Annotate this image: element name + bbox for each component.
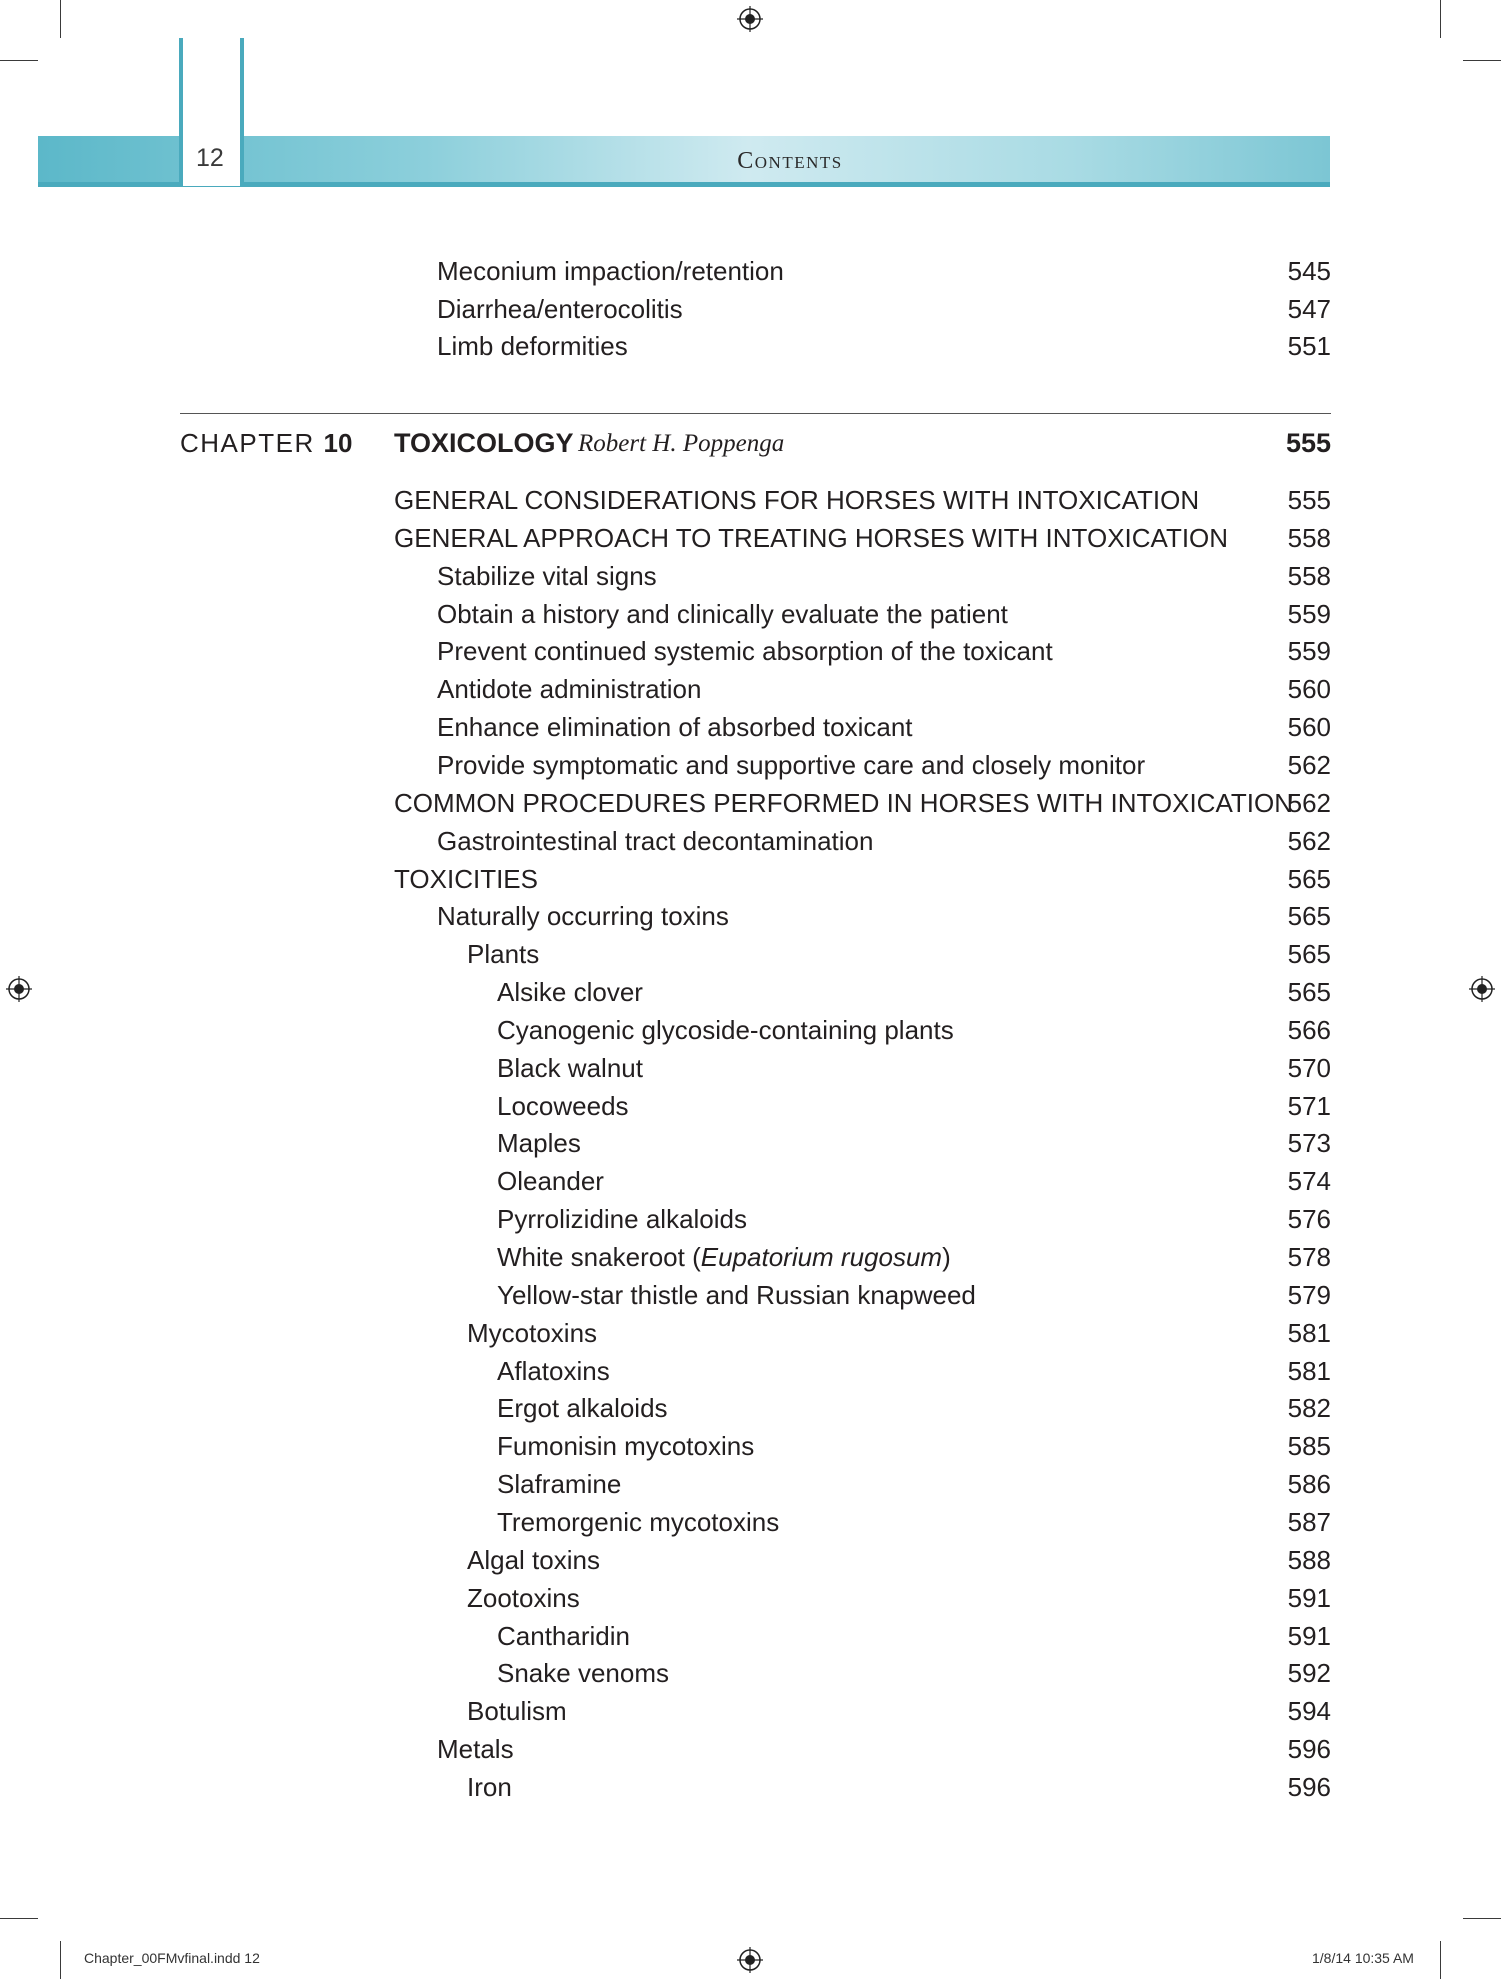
toc-entry-text: Zootoxins [467,1582,580,1613]
toc-entry-page: 596 [1287,1771,1331,1802]
toc-entry-text: Aflatoxins [497,1355,610,1386]
toc-entry-title [437,822,873,860]
running-head: Contents [737,148,843,174]
header-vertical-rule [240,38,244,186]
toc-entry-page: 562 [1287,787,1331,818]
toc-entry-title [437,252,784,290]
toc-entry-title [467,935,539,973]
toc-entry [0,1011,1501,1049]
crop-mark [0,1918,38,1919]
crop-mark [1440,0,1441,38]
toc-entry-title [394,519,1228,557]
toc-entry [0,1503,1501,1541]
toc-entry [0,1200,1501,1238]
toc-entry-title [497,1352,610,1390]
toc-entry-title [497,1011,954,1049]
toc-entry-text: Pyrrolizidine alkaloids [497,1204,747,1235]
toc-entry-title [497,1654,669,1692]
toc-entry [0,327,1501,365]
toc-entry-title [497,973,643,1011]
toc-entry [0,557,1501,595]
page-number: 12 [196,144,224,172]
toc-entry-page: 571 [1287,1090,1331,1121]
toc-entry-title [437,708,913,746]
toc-entry-page: 560 [1287,712,1331,743]
toc-entry-text: Black walnut [497,1052,643,1083]
toc-entry-text: Oleander [497,1166,604,1197]
toc-entry-text: Tremorgenic mycotoxins [497,1506,780,1537]
toc-entry-page: 578 [1287,1242,1331,1272]
toc-entry-page: 565 [1287,863,1331,894]
toc-entry [0,1617,1501,1655]
toc-entry-text: COMMON PROCEDURES PERFORMED IN HORSES WITH INTOXICATION [394,787,1293,818]
toc-entry-page: 574 [1287,1166,1331,1197]
toc-entry-title [437,327,628,365]
toc-entry-page: 581 [1287,1317,1331,1348]
toc-entry-title [497,1465,621,1503]
toc-entry-page: 565 [1287,901,1331,932]
toc-entry-title [467,1579,580,1617]
toc-entry-page: 559 [1287,636,1331,667]
toc-entry-title [497,1389,668,1427]
toc-entry-page: 558 [1287,522,1331,553]
toc-entry-text: Ergot alkaloids [497,1393,668,1424]
toc-entry-text: Prevent continued systemic absorption of the toxicant [437,636,1053,667]
toc-entry-title [497,1276,976,1314]
toc-entry-title [497,1427,754,1465]
toc-entry-text: Cyanogenic glycoside-containing plants [497,1014,954,1045]
toc-entry-page: 581 [1287,1355,1331,1386]
toc-entry [0,1768,1501,1806]
toc-entry-title [437,595,1008,633]
toc-entry-text: TOXICITIES [394,863,538,894]
chapter-title: TOXICOLOGY [394,428,574,458]
toc-entry [0,1654,1501,1692]
toc-entry-title [394,860,538,898]
toc-entry-text: Fumonisin mycotoxins [497,1431,755,1462]
chapter-number: 10 [323,428,353,458]
toc-entry [0,973,1501,1011]
toc-entry-text: Iron [467,1771,512,1802]
toc-entry [0,860,1501,898]
toc-entry [0,1465,1501,1503]
toc-entry-title [394,481,1199,519]
toc-entry-title [437,632,1053,670]
crop-mark [60,1941,61,1979]
toc-entry [0,1389,1501,1427]
crop-mark [0,60,38,61]
toc-entry-text: Gastrointestinal tract decontamination [437,825,874,856]
toc-entry-title [437,557,657,595]
toc-entry-text: Meconium impaction/retention [437,256,784,286]
toc-entry [0,1049,1501,1087]
toc-entry-title [497,1087,629,1125]
toc-entry-title [394,784,1293,822]
chapter-page: 555 [1285,428,1331,458]
crop-mark [1440,1941,1441,1979]
toc-entry-text: Metals [437,1734,514,1765]
registration-mark-icon [737,6,763,32]
toc-entry [0,1427,1501,1465]
toc-entry-page: 579 [1287,1279,1331,1310]
toc-entry-page: 562 [1287,825,1331,856]
toc-entry-text: Stabilize vital signs [437,560,657,591]
toc-entry-page: 596 [1287,1734,1331,1765]
toc-entry-title [497,1503,779,1541]
toc-entry-text: Diarrhea/enterocolitis [437,293,683,324]
toc-entry-page: 547 [1287,293,1331,324]
toc-entry [0,822,1501,860]
toc-entry-text: Mycotoxins [467,1317,598,1348]
toc-entry-title [467,1541,600,1579]
toc-entry [0,632,1501,670]
toc-entry-text: Plants [467,939,540,970]
toc-entry-text: Botulism [467,1696,567,1727]
toc-entry-title [497,1238,951,1276]
toc-entry [0,1162,1501,1200]
toc-entry-page: 587 [1287,1506,1331,1537]
toc-entry-title [497,1049,643,1087]
chapter-label-text: CHAPTER [180,428,315,458]
toc-entry-page: 591 [1287,1620,1331,1651]
toc-entry-text: Naturally occurring toxins [437,901,729,932]
toc-entry-text: Algal toxins [467,1544,600,1575]
toc-entry-title [497,1200,747,1238]
toc-entry [0,670,1501,708]
toc-entry-page: 555 [1287,485,1331,515]
chapter-label [180,428,352,459]
toc-entry [0,1238,1501,1276]
toc-entry-page: 565 [1287,977,1331,1008]
toc-entry-text: Locoweeds [497,1090,629,1121]
toc-entry-text: Snake venoms [497,1658,669,1689]
crop-mark [1463,1918,1501,1919]
chapter-rule [180,413,1331,414]
toc-entry-text: Yellow-star thistle and Russian knapweed [497,1279,976,1310]
toc-entry-title [497,1617,630,1655]
toc-entry-text: Alsike clover [497,977,643,1008]
chapter-author: Robert H. Poppenga [578,430,785,457]
toc-entry-page: 573 [1287,1128,1331,1159]
toc-entry-text: GENERAL APPROACH TO TREATING HORSES WITH INTOXICATION [394,522,1229,553]
toc-entry [0,1541,1501,1579]
toc-entry-title [437,897,729,935]
toc-entry-page: 582 [1287,1393,1331,1424]
toc-entry-text: Antidote administration [437,674,702,705]
toc-entry-text: Cantharidin [497,1620,630,1651]
toc-entry-italic: Eupatorium rugosum [700,1242,943,1272]
toc-entry-text: Slaframine [497,1469,622,1500]
toc-entry-page: 558 [1287,560,1331,591]
toc-entry [0,1087,1501,1125]
toc-entry-title [497,1124,581,1162]
toc-entry [0,708,1501,746]
toc-entry [0,897,1501,935]
crop-mark [1463,60,1501,61]
toc-entry-page: 585 [1287,1431,1331,1462]
toc-entry [0,1276,1501,1314]
toc-entry [0,1692,1501,1730]
toc-entry-page: 565 [1287,939,1331,970]
toc-entry-page: 594 [1287,1696,1331,1727]
toc-entry-title [437,746,1145,784]
toc-entry [0,1124,1501,1162]
toc-entry-title [467,1314,597,1352]
toc-entry-text: Limb deformities [437,331,628,362]
toc-entry-suffix: ) [942,1242,951,1272]
toc-entry-title [467,1768,512,1806]
toc-entry [0,1730,1501,1768]
toc-entry-page: 576 [1287,1204,1331,1235]
footer-date: 1/8/14 10:35 AM [1312,1950,1414,1966]
toc-entry-page: 566 [1287,1014,1331,1045]
toc-entry-text: Obtain a history and clinically evaluate the patient [437,598,1008,629]
crop-mark [60,0,61,38]
toc-entry [0,252,1501,290]
toc-entry-page: 592 [1287,1658,1331,1689]
toc-entry-title [497,1162,604,1200]
toc-entry-page: 551 [1287,331,1331,362]
toc-entry-page: 559 [1287,598,1331,629]
toc-entry-title [437,670,701,708]
toc-entry-text: Provide symptomatic and supportive care and closely monitor [437,749,1146,780]
toc-entry-text: GENERAL CONSIDERATIONS FOR HORSES WITH INTOXICATION [394,485,1200,515]
toc-entry [0,1352,1501,1390]
toc-entry [0,481,1501,519]
toc-entry [0,595,1501,633]
registration-mark-icon [737,1947,763,1973]
toc-entry [0,519,1501,557]
toc-entry [0,746,1501,784]
footer-file-info: Chapter_00FMvfinal.indd 12 [84,1950,260,1966]
toc-entry-page: 560 [1287,674,1331,705]
toc-entry-page: 545 [1287,256,1331,286]
toc-entry-page: 586 [1287,1469,1331,1500]
toc-entry-page: 588 [1287,1544,1331,1575]
toc-entry [0,935,1501,973]
toc-entry-text: Maples [497,1128,581,1159]
toc-entry-title [437,1730,514,1768]
toc-entry-text: White snakeroot ( [497,1242,701,1272]
toc-entry-page: 591 [1287,1582,1331,1613]
toc-entry-page: 570 [1287,1052,1331,1083]
toc-entry-title [467,1692,567,1730]
toc-entry-title [437,290,683,328]
toc-entry [0,1579,1501,1617]
toc-entry [0,784,1501,822]
toc-entry-text: Enhance elimination of absorbed toxicant [437,712,913,743]
toc-entry [0,290,1501,328]
toc-entry-page: 562 [1287,749,1331,780]
toc-entry [0,1314,1501,1352]
